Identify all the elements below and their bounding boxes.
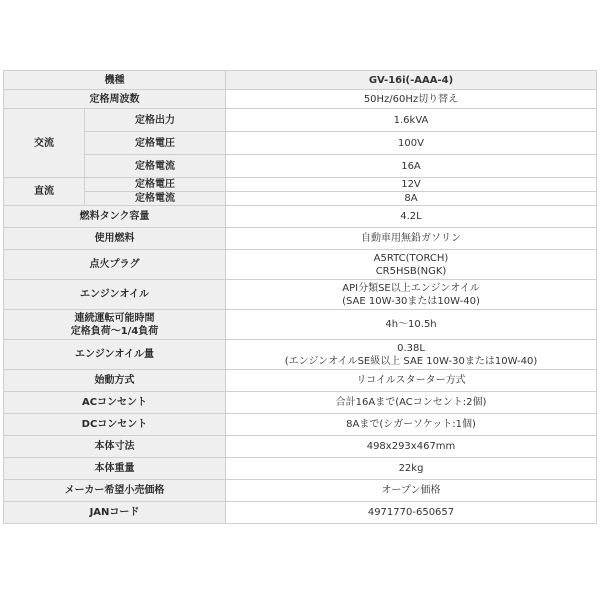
table-row	[4, 178, 597, 192]
engine-oil-label: エンジンオイル	[4, 280, 226, 310]
table-row	[4, 109, 597, 132]
table-row	[4, 71, 597, 90]
weight-value: 22kg	[226, 458, 597, 480]
table-row	[4, 392, 597, 414]
ac-outlet-label: ACコンセント	[4, 392, 226, 414]
ac-output-value: 1.6kVA	[226, 109, 597, 132]
spark-plug-value-line-1: A5RTC(TORCH)	[373, 252, 449, 264]
ac-outlet-value: 合計16Aまで(ACコンセント:2個)	[226, 392, 597, 414]
table-row	[4, 132, 597, 155]
spark-plug-label: 点火プラグ	[4, 250, 226, 280]
oil-amount-value	[226, 340, 597, 370]
ac-group-label: 交流	[4, 109, 85, 178]
table-row	[4, 370, 597, 392]
spec-table	[3, 70, 597, 524]
frequency-label: 定格周波数	[4, 90, 226, 109]
table-row	[4, 155, 597, 178]
engine-oil-value-line-2: (SAE 10W-30または10W-40)	[342, 295, 480, 307]
table-row	[4, 480, 597, 502]
runtime-label-line-2: 定格負荷〜1/4負荷	[70, 325, 159, 337]
table-row	[4, 340, 597, 370]
oil-amount-value-line-1: 0.38L	[397, 342, 425, 354]
runtime-label	[4, 310, 226, 340]
table-row	[4, 310, 597, 340]
jan-label: JANコード	[4, 502, 226, 524]
oil-amount-value-line-2: (エンジンオイルSE級以上 SAE 10W-30または10W-40)	[284, 355, 538, 367]
ac-current-label: 定格電流	[85, 155, 226, 178]
model-label: 機種	[4, 71, 226, 90]
fuel-value: 自動車用無鉛ガソリン	[226, 228, 597, 250]
ac-output-label: 定格出力	[85, 109, 226, 132]
start-method-value: リコイルスターター方式	[226, 370, 597, 392]
dc-outlet-label: DCコンセント	[4, 414, 226, 436]
start-method-label: 始動方式	[4, 370, 226, 392]
table-row	[4, 228, 597, 250]
jan-value: 4971770-650657	[226, 502, 597, 524]
frequency-value: 50Hz/60Hz切り替え	[226, 90, 597, 109]
table-row	[4, 250, 597, 280]
ac-current-value: 16A	[226, 155, 597, 178]
table-row	[4, 280, 597, 310]
dimensions-value: 498x293x467mm	[226, 436, 597, 458]
engine-oil-value-line-1: API分類SE以上エンジンオイル	[342, 282, 480, 294]
fuel-label: 使用燃料	[4, 228, 226, 250]
price-label: メーカー希望小売価格	[4, 480, 226, 502]
model-value: GV-16i(-AAA-4)	[226, 71, 597, 90]
runtime-value: 4h〜10.5h	[226, 310, 597, 340]
dimensions-label: 本体寸法	[4, 436, 226, 458]
dc-voltage-value: 12V	[226, 178, 597, 192]
dc-outlet-value: 8Aまで(シガーソケット:1個)	[226, 414, 597, 436]
table-row	[4, 414, 597, 436]
price-value: オープン価格	[226, 480, 597, 502]
table-row	[4, 458, 597, 480]
dc-group-label: 直流	[4, 178, 85, 206]
dc-current-label: 定格電流	[85, 192, 226, 206]
engine-oil-value	[226, 280, 597, 310]
runtime-label-line-1: 連続運転可能時間	[74, 312, 155, 324]
dc-current-value: 8A	[226, 192, 597, 206]
fuel-tank-value: 4.2L	[226, 206, 597, 228]
table-row	[4, 90, 597, 109]
dc-voltage-label: 定格電圧	[85, 178, 226, 192]
weight-label: 本体重量	[4, 458, 226, 480]
table-row	[4, 502, 597, 524]
table-row	[4, 192, 597, 206]
fuel-tank-label: 燃料タンク容量	[4, 206, 226, 228]
table-row	[4, 206, 597, 228]
spark-plug-value-line-2: CR5HSB(NGK)	[375, 265, 447, 277]
table-row	[4, 436, 597, 458]
ac-voltage-label: 定格電圧	[85, 132, 226, 155]
ac-voltage-value: 100V	[226, 132, 597, 155]
oil-amount-label: エンジンオイル量	[4, 340, 226, 370]
spark-plug-value	[226, 250, 597, 280]
